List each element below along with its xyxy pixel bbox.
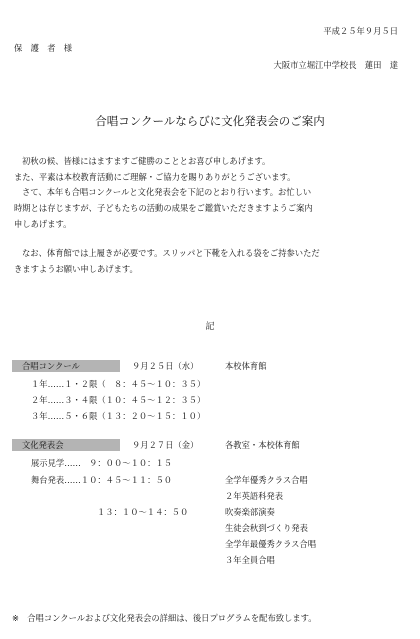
stage-item-pm-4: ３年全員合唱 <box>225 555 275 565</box>
sender: 大阪市立堀江中学校長 蓮田 達 <box>273 60 398 70</box>
stage-item-pm-3: 全学年最優秀クラス合唱 <box>225 539 317 549</box>
culture-venue: 各教室・本校体育館 <box>225 440 300 450</box>
ki-heading: 記 <box>205 322 215 332</box>
exhibit-time: 展示見学…… ９：００～１０：１５ <box>31 458 173 468</box>
chorus-venue: 本校体育館 <box>225 361 267 371</box>
stage-time-pm: １３：１０～１４：５０ <box>97 507 189 517</box>
notice-line-2: きますようお願い申しあげます。 <box>14 264 138 274</box>
greeting-line-2: また、平素は本校教育活動にご理解・ご協力を賜りありがとうございます。 <box>14 172 296 182</box>
culture-label: 文化発表会 <box>22 440 64 450</box>
addressee: 保 護 者 様 <box>14 43 73 53</box>
stage-item-pm-1: 吹奏楽部演奏 <box>225 507 275 517</box>
chorus-row-1: １年……１・２限（ ８：４５～１０：３５） <box>31 379 206 389</box>
stage-time-am: 舞台発表……１０：４５～１１：５０ <box>31 475 173 485</box>
stage-item-am-1: 全学年優秀クラス合唱 <box>225 475 308 485</box>
page-title: 合唱コンクールならびに文化発表会のご案内 <box>95 114 325 128</box>
stage-item-pm-2: 生徒会秋到づくり発表 <box>225 523 308 533</box>
intro-line-1: さて、本年も合唱コンクールと文化発表会を下記のとおり行います。お忙しい <box>22 187 312 197</box>
intro-line-2: 時期とは存じますが、子どもたちの活動の成果をご鑑賞いただきますようご案内 <box>14 203 313 213</box>
culture-date: ９月２７日（金） <box>132 440 199 450</box>
chorus-row-3: ３年……５・６限（１３：２０～１５：１０） <box>31 411 206 421</box>
chorus-row-2: ２年……３・４限（１０：４５～１２：３５） <box>31 395 206 405</box>
greeting-line-1: 初秋の候、皆様にはますますご健勝のこととお喜び申しあげます。 <box>22 156 271 166</box>
date: 平成２５年９月５日 <box>323 26 398 36</box>
chorus-date: ９月２５日（水） <box>132 361 199 371</box>
footnote: ※ 合唱コンクールおよび文化発表会の詳細は、後日プログラムを配布致します。 <box>12 613 317 623</box>
stage-item-am-2: ２年英語科発表 <box>225 491 284 501</box>
intro-line-3: 申しあげます。 <box>14 219 72 229</box>
chorus-label: 合唱コンクール <box>22 361 80 371</box>
notice-line-1: なお、体育館では上履きが必要です。スリッパと下靴を入れる袋をご持参いただ <box>22 248 320 258</box>
